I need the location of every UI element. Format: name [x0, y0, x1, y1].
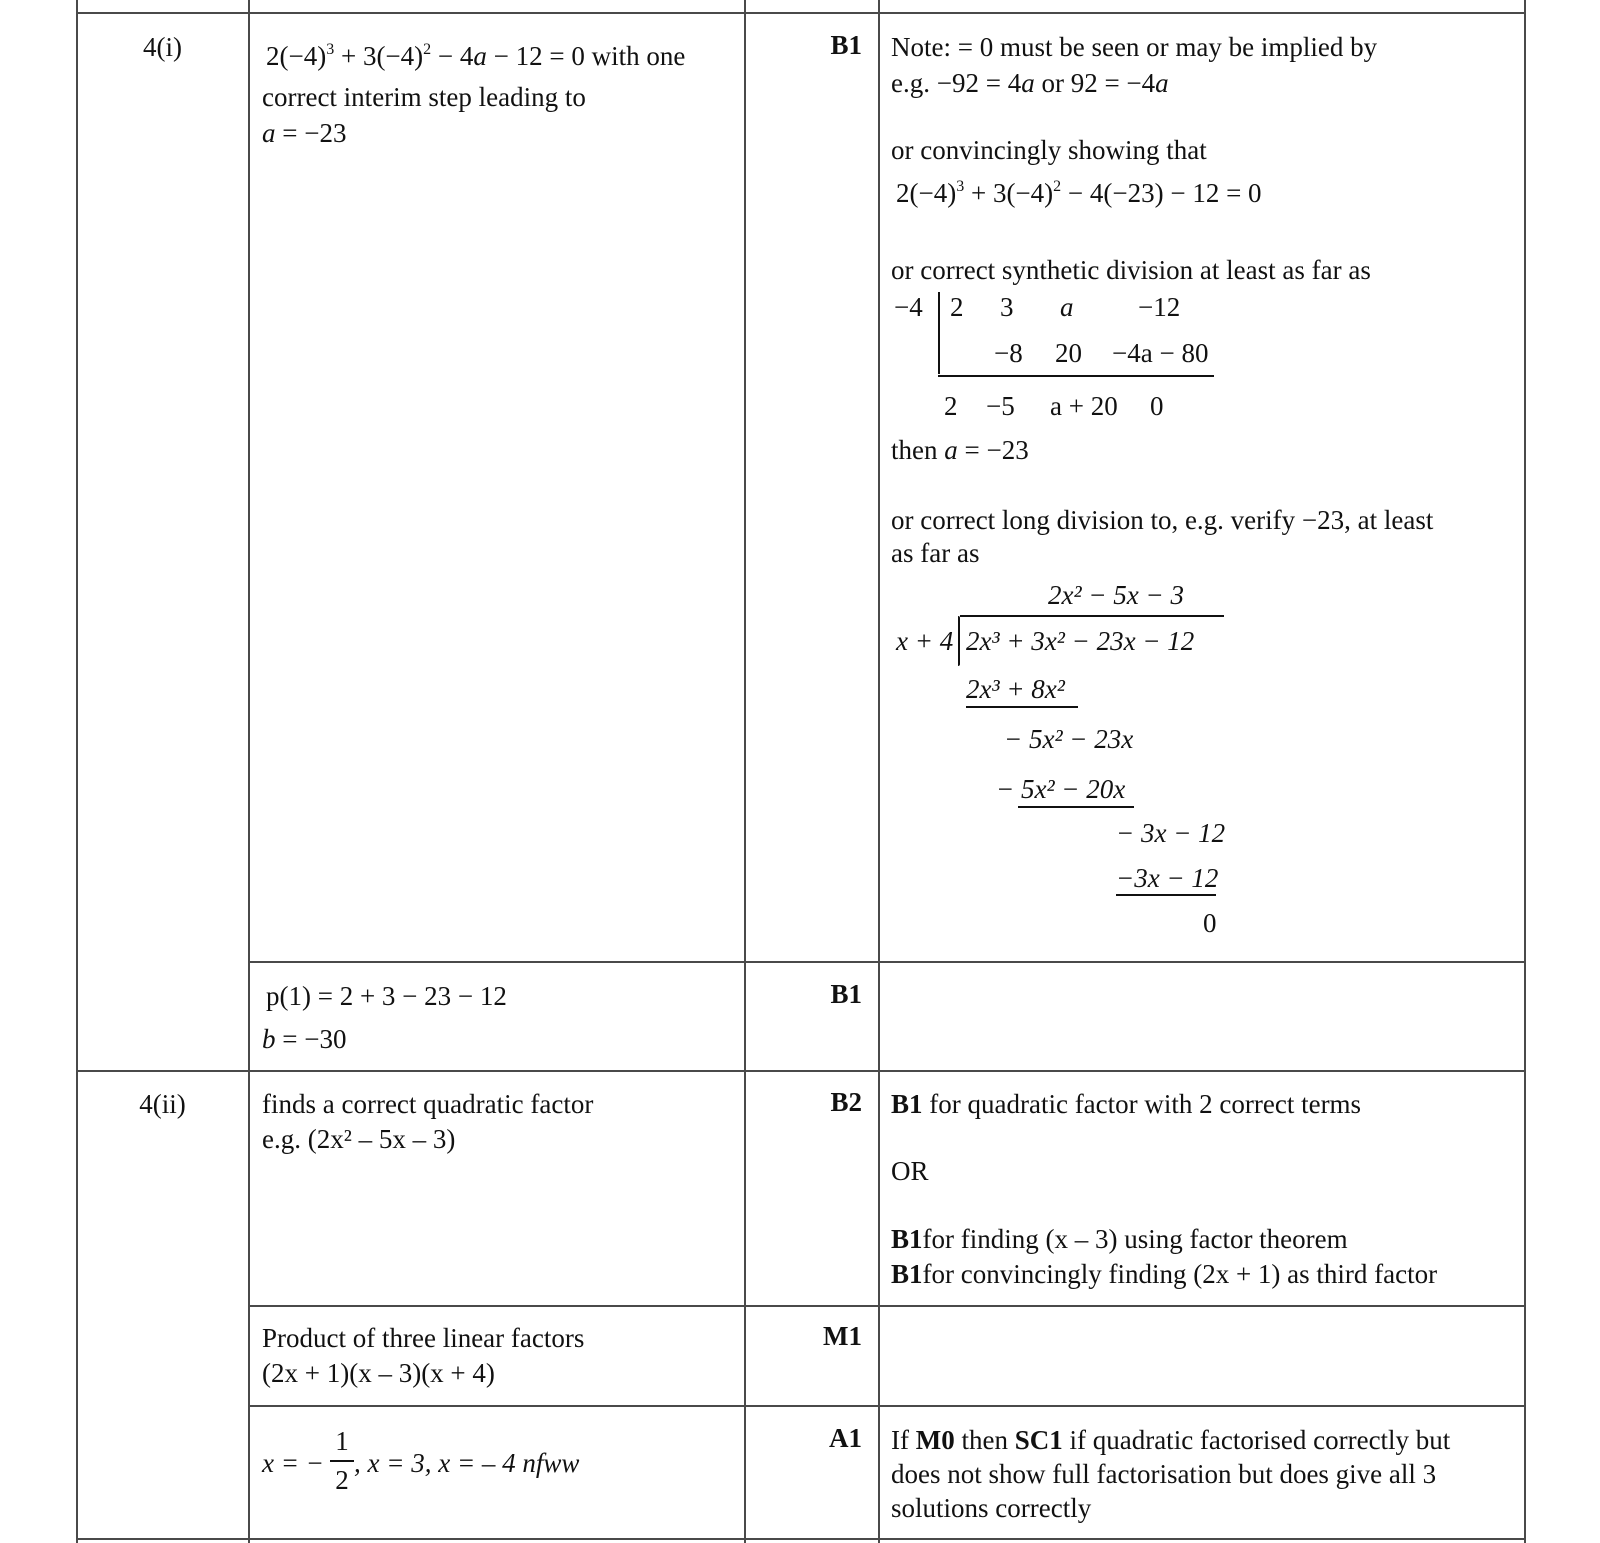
answer-equation: $2(-4)^3 + 3(-4)^2 - 4a - 12 = 0$ with one [266, 41, 686, 71]
synthetic-cell: 20 [1055, 338, 1082, 368]
long-division-underline [1018, 806, 1134, 808]
guidance-text: If M0 then SC1 if quadratic factorised correctly but [891, 1425, 1451, 1455]
long-division-underline [1116, 894, 1216, 896]
answer-result: a = −23 [262, 118, 347, 148]
guidance-text: OR [891, 1156, 929, 1186]
mark-code: B2 [830, 1087, 862, 1117]
row-divider [76, 12, 1526, 14]
guidance-equation: $2(-4)^3 + 3(-4)^2 - 4(-23) - 12 = 0$ [896, 178, 1262, 208]
answer-result: b = −30 [262, 1024, 347, 1054]
synthetic-cell: 2 [950, 292, 964, 322]
fraction-denominator: 2 [335, 1465, 349, 1495]
row-divider [248, 1305, 1526, 1307]
long-division-remainder: 0 [1203, 908, 1217, 938]
guidance-text: as far as [891, 538, 980, 568]
answer-text: Product of three linear factors [262, 1323, 585, 1353]
answer-text: e.g. (2x² – 5x – 3) [262, 1124, 456, 1154]
answer-text: , x = 3, x = – 4 nfww [354, 1448, 580, 1478]
synthetic-cell: −12 [1138, 292, 1181, 322]
guidance-text: does not show full factorisation but does give all 3 [891, 1459, 1437, 1489]
long-division-step: − 5x² − 23x [1004, 724, 1134, 754]
long-division-step: − 5x² − 20x [996, 774, 1126, 804]
fraction-bar [330, 1460, 354, 1462]
fraction-numerator: 1 [335, 1426, 349, 1456]
mark-code: B1 [830, 979, 862, 1009]
table-border-left [76, 0, 78, 1543]
guidance-text: B1for convincingly finding (2x + 1) as third factor [891, 1259, 1438, 1289]
answer-text: (2x + 1)(x – 3)(x + 4) [262, 1358, 495, 1388]
guidance-text: or convincingly showing that [891, 135, 1207, 165]
synthetic-cell: 2 [944, 391, 958, 421]
synthetic-cell: −4a − 80 [1112, 338, 1209, 368]
long-division-bar [960, 615, 1224, 617]
row-divider [76, 1538, 1526, 1540]
mark-code: M1 [823, 1321, 862, 1351]
synthetic-bar [938, 292, 940, 374]
synthetic-cell: −5 [986, 391, 1015, 421]
guidance-text: then a = −23 [891, 435, 1029, 465]
long-division-step: −3x − 12 [1116, 863, 1219, 893]
long-division-step: 2x³ + 8x² [966, 674, 1065, 704]
guidance-text: e.g. −92 = 4a or 92 = −4a [891, 68, 1169, 98]
row-divider [248, 961, 1526, 963]
answer-equation: p(1) = 2 + 3 − 23 − 12 [266, 981, 507, 1011]
answer-text: correct interim step leading to [262, 82, 586, 112]
column-divider [744, 0, 746, 1543]
answer-text: finds a correct quadratic factor [262, 1089, 594, 1119]
long-division-step: − 3x − 12 [1116, 818, 1226, 848]
long-division-divisor: x + 4 [896, 626, 954, 656]
guidance-text: B1 for quadratic factor with 2 correct terms [891, 1089, 1362, 1119]
synthetic-underline [938, 375, 1214, 377]
column-divider [878, 0, 880, 1543]
long-division-dividend: 2x³ + 3x² − 23x − 12 [966, 626, 1195, 656]
long-division-underline [966, 706, 1078, 708]
long-division-bracket [958, 616, 960, 666]
mark-code: A1 [829, 1423, 862, 1453]
mark-code: B1 [830, 30, 862, 60]
row-divider [248, 1405, 1526, 1407]
row-divider [76, 1070, 1526, 1072]
synthetic-cell: −8 [994, 338, 1023, 368]
long-division-quotient: 2x² − 5x − 3 [1048, 580, 1185, 610]
guidance-text: Note: = 0 must be seen or may be implied by [891, 32, 1378, 62]
question-label: 4(i) [143, 32, 182, 62]
synthetic-cell: 3 [1000, 292, 1014, 322]
column-divider [248, 0, 250, 1543]
synthetic-divisor: −4 [894, 292, 923, 322]
question-label: 4(ii) [139, 1089, 186, 1119]
guidance-text: solutions correctly [891, 1493, 1092, 1523]
synthetic-cell: 0 [1150, 391, 1164, 421]
guidance-text: or correct long division to, e.g. verify −23, at least [891, 505, 1434, 535]
synthetic-cell: a + 20 [1050, 391, 1118, 421]
guidance-text: B1for finding (x – 3) using factor theorem [891, 1224, 1348, 1254]
guidance-text: or correct synthetic division at least as far as [891, 255, 1371, 285]
table-border-right [1524, 0, 1526, 1543]
answer-text: x = − [262, 1448, 324, 1478]
synthetic-cell: a [1060, 292, 1074, 322]
